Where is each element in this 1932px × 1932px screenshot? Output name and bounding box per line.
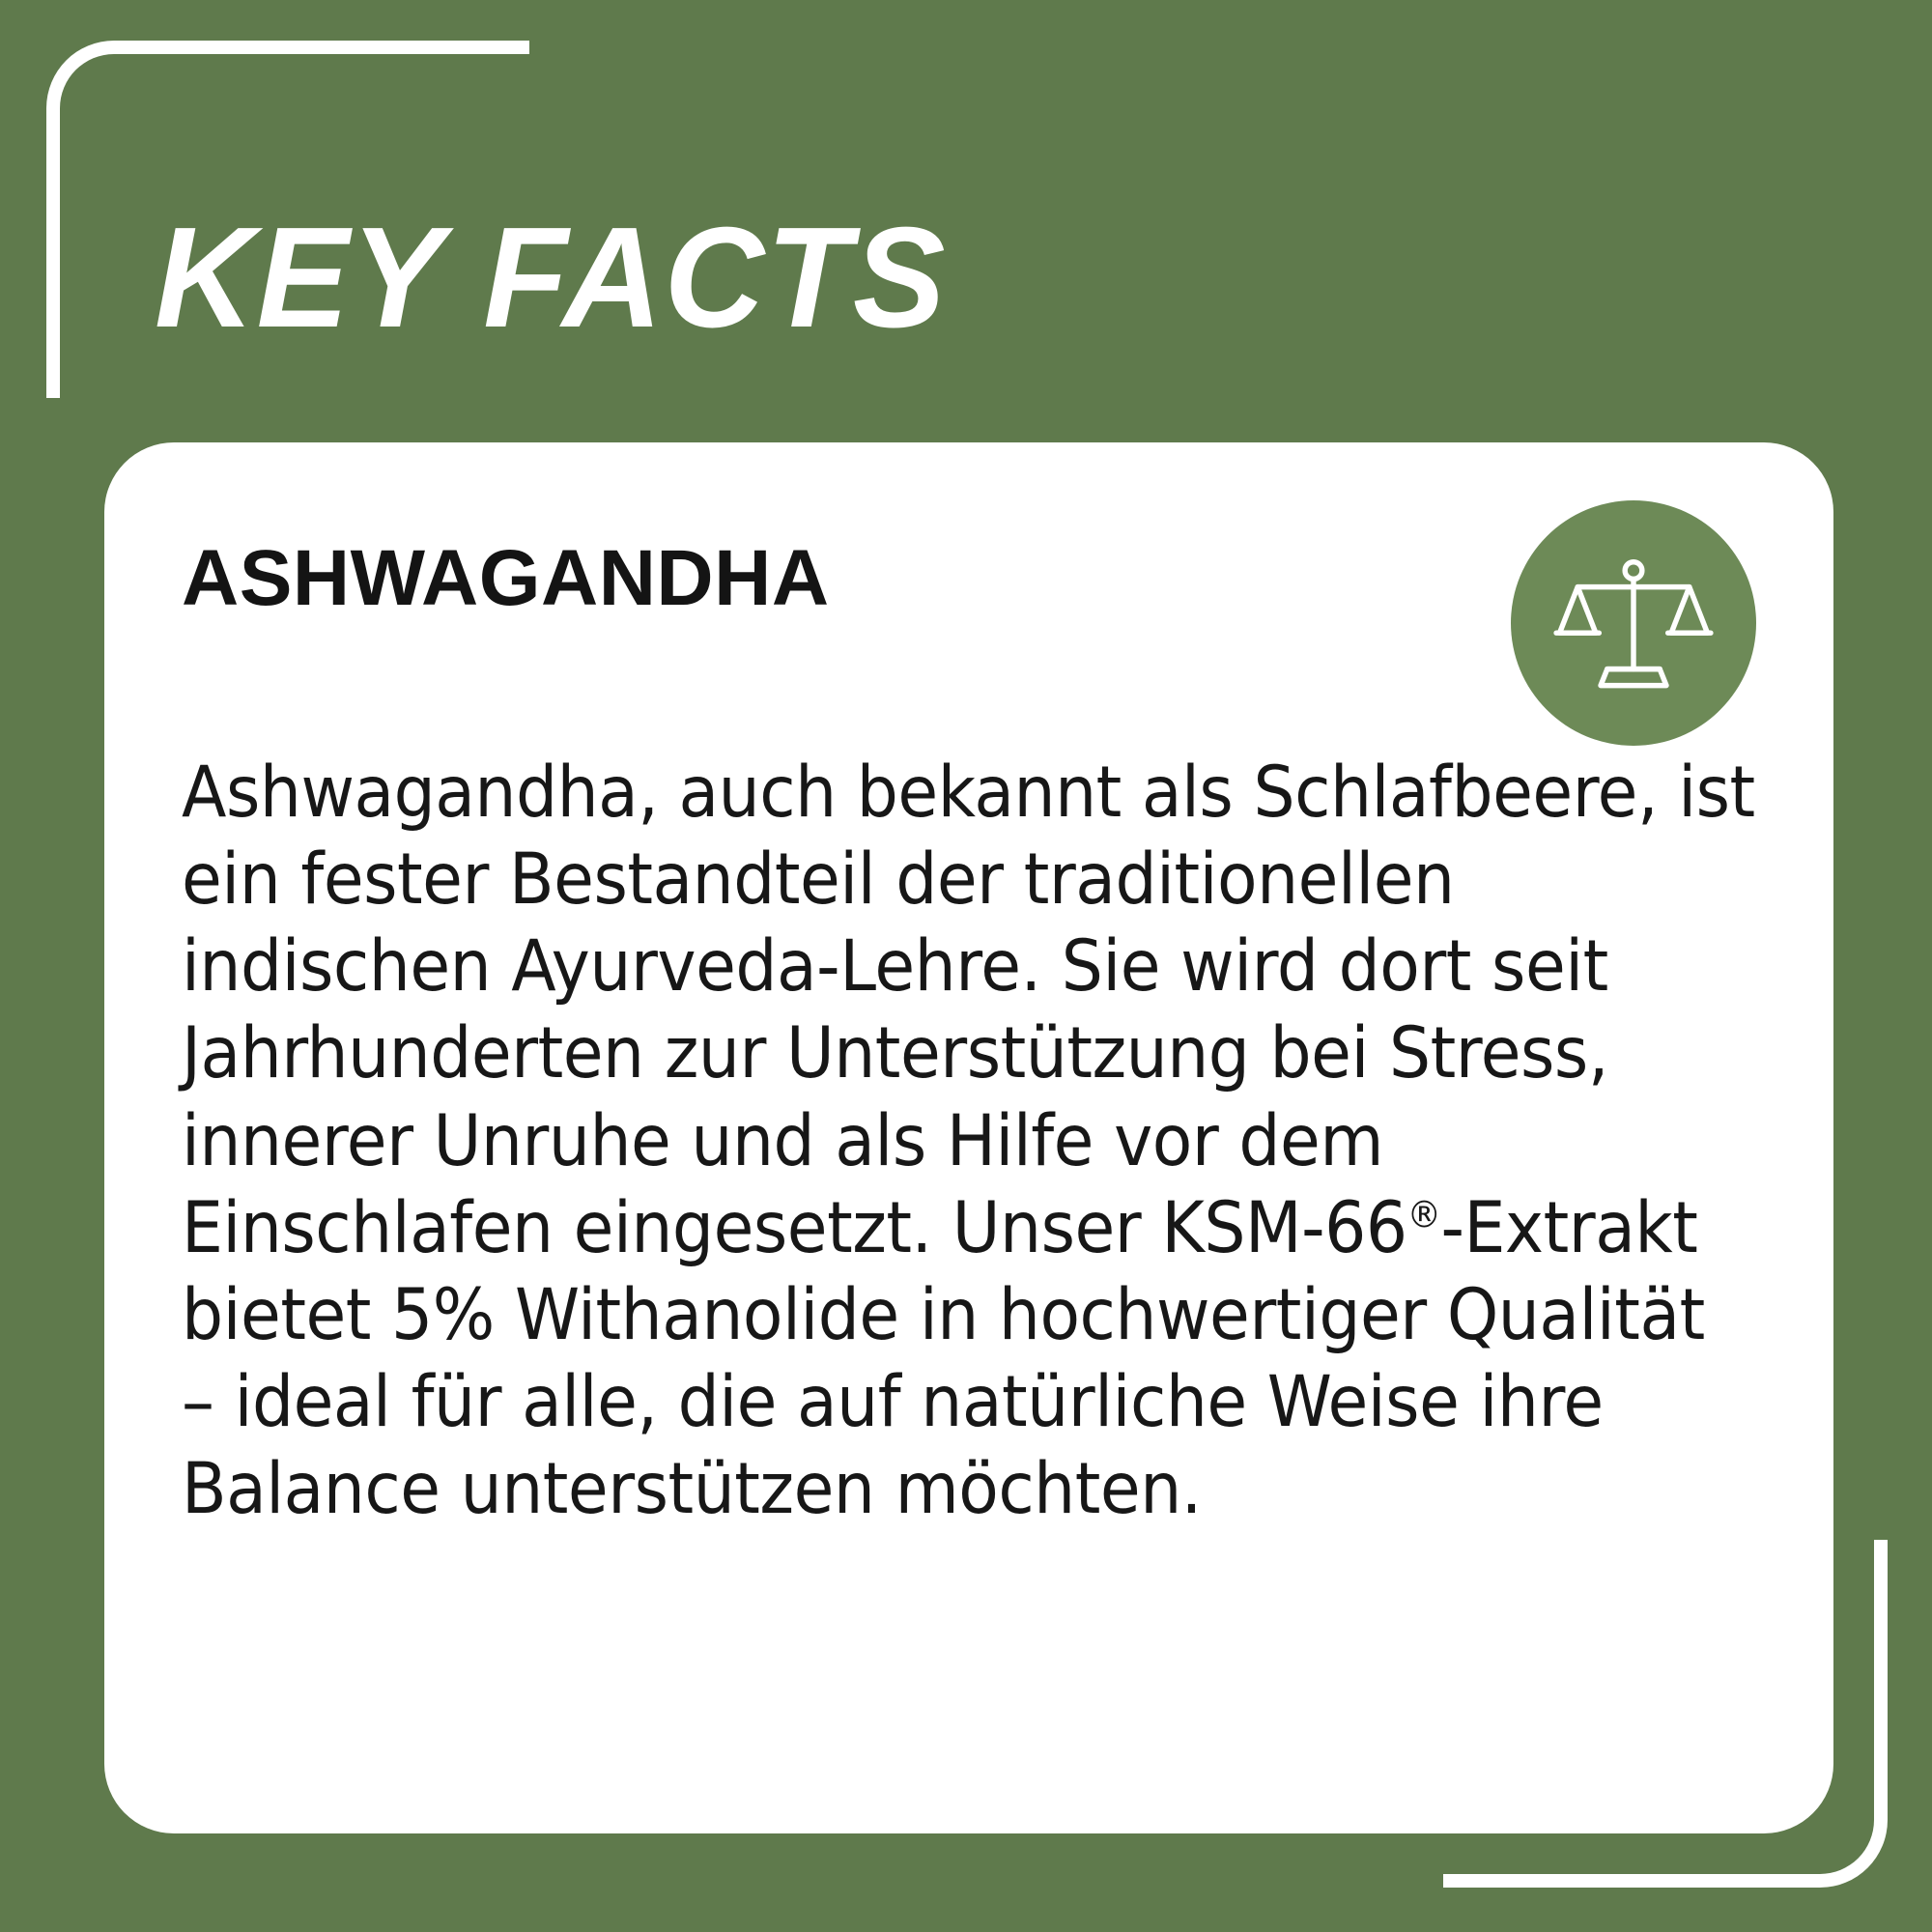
- registered-trademark-mark: ®: [1406, 1193, 1441, 1236]
- balance-scale-icon: [1511, 500, 1756, 746]
- card-body-text: [182, 750, 1756, 1533]
- card-heading: ASHWAGANDHA: [182, 534, 830, 622]
- body-paragraph-part-two: -Extrakt bietet 5% Withanolide in hochwertiger Qualität – ideal für alle, die auf natürliche Weise ihre Balance unterstützen möchten.: [182, 1186, 1705, 1531]
- body-paragraph-part-one: Ashwagandha, auch bekannt als Schlafbeere, ist ein fester Bestandteil der traditionellen indischen Ayurveda-Lehre. Sie wird dort seit Jahrhunderten zur Unterstützung bei Stress, innerer Unruhe und als Hilfe vor dem Einschlafen eingesetzt. Unser KSM-66: [182, 752, 1755, 1269]
- card-header: [182, 510, 1756, 713]
- fact-card: [104, 442, 1833, 1833]
- page-title: KEY FACTS: [155, 198, 948, 357]
